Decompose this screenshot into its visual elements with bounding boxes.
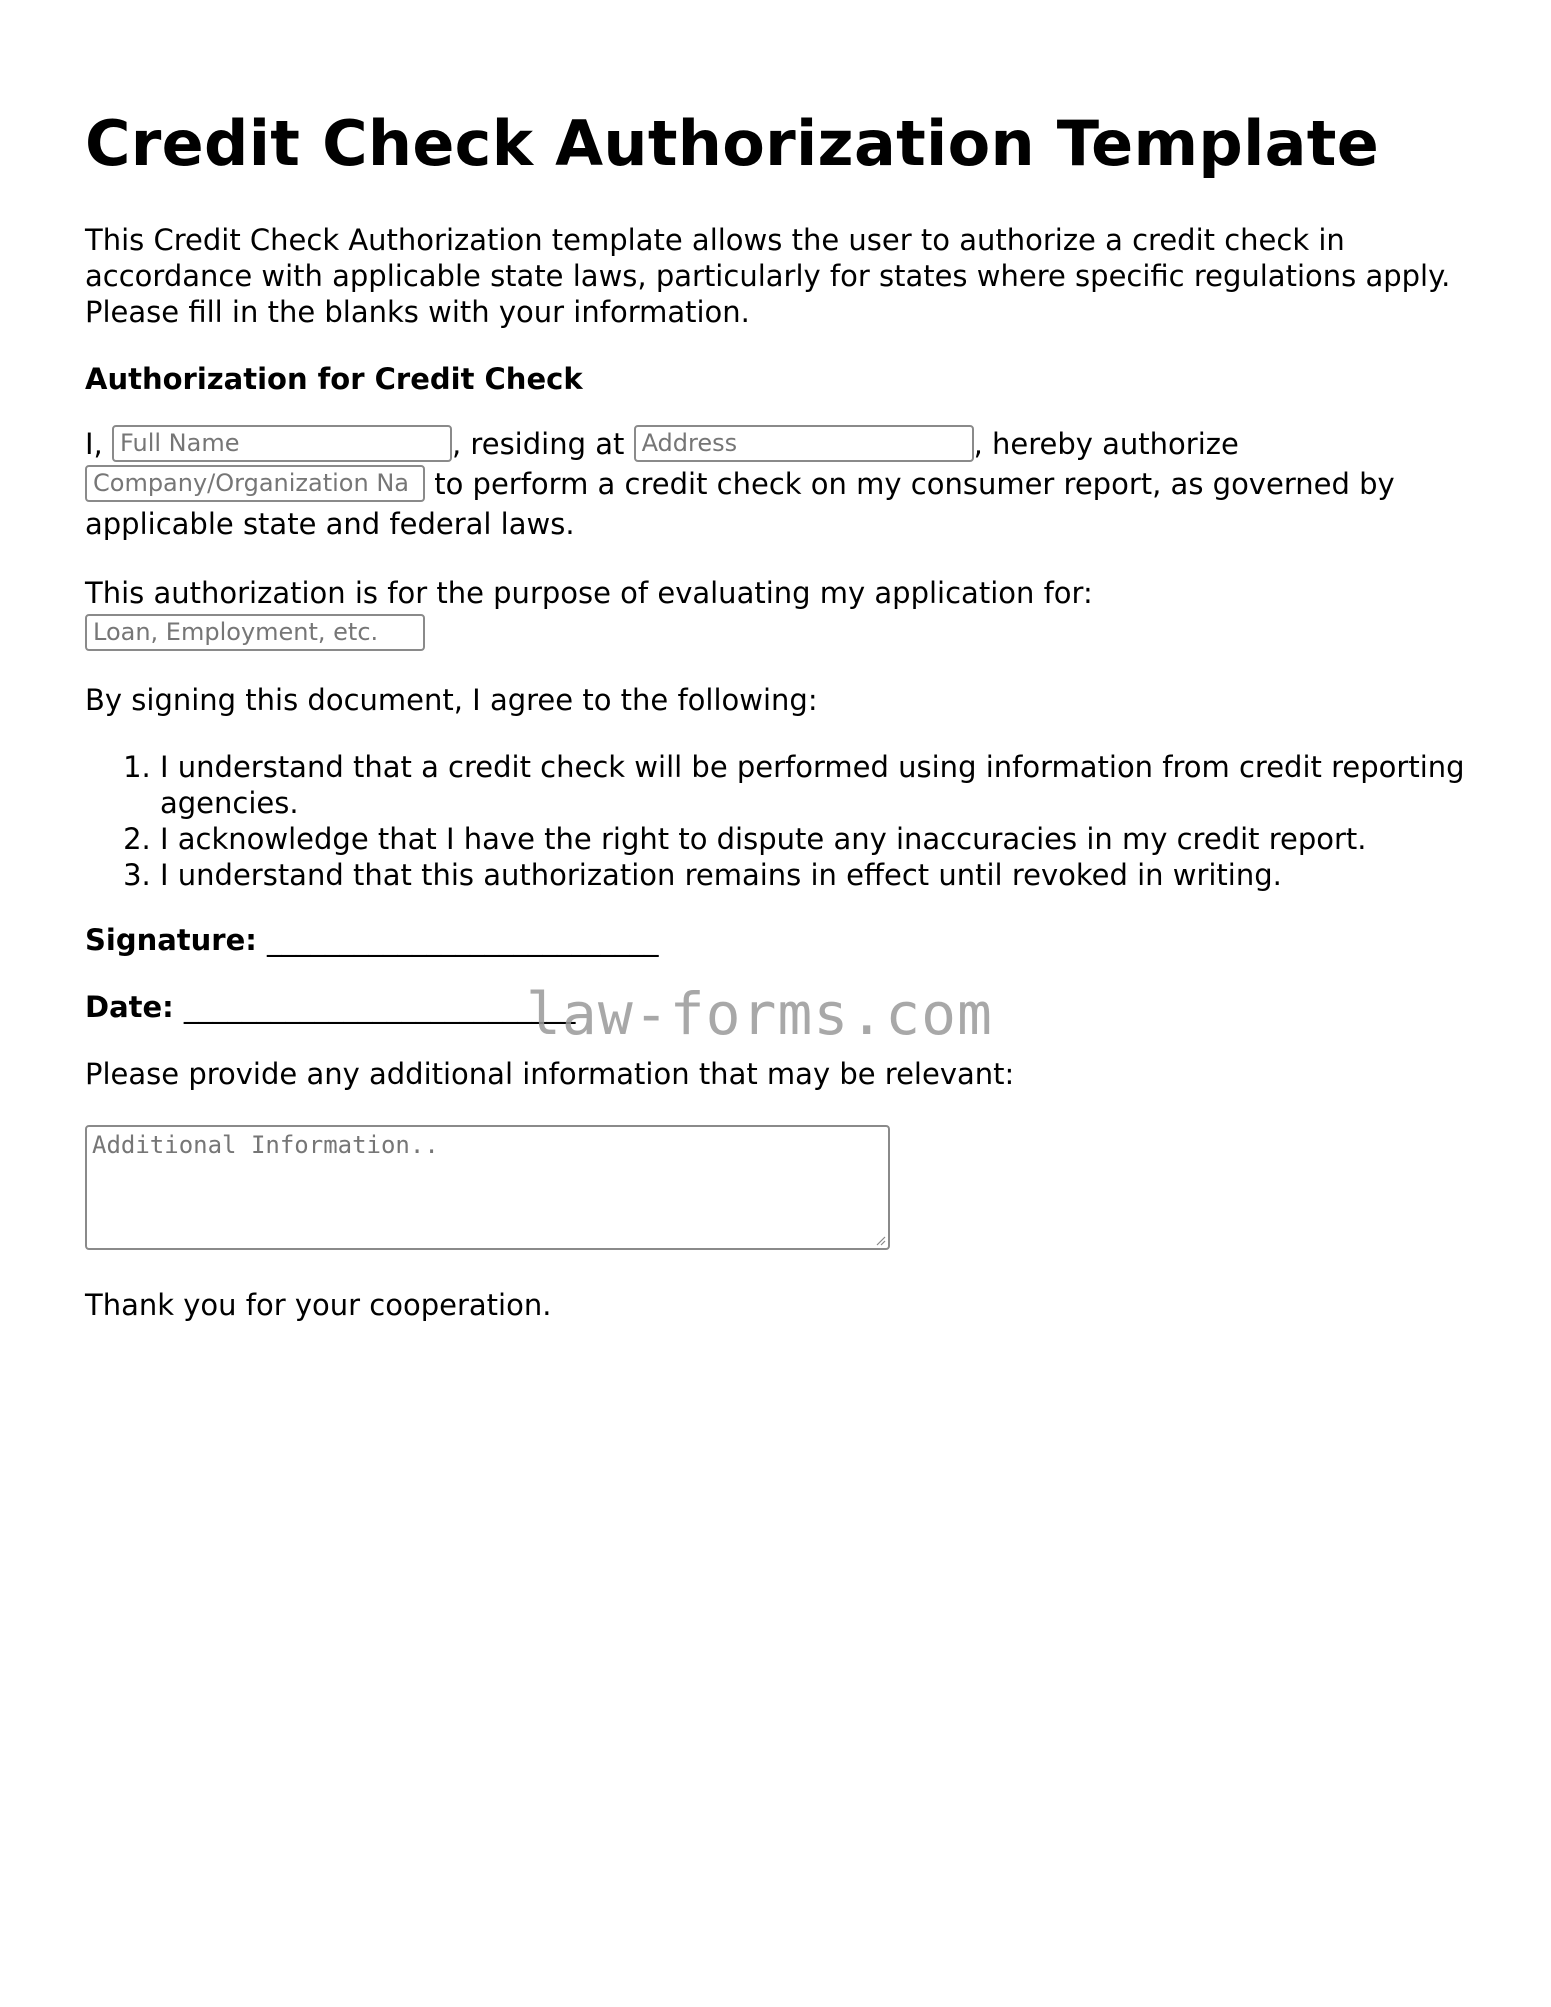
agreement-intro: By signing this document, I agree to the following: [85, 683, 818, 717]
date-label: Date: [85, 990, 174, 1024]
additional-info-prompt: Please provide any additional information that may be relevant: [85, 1057, 1015, 1091]
purpose-text: This authorization is for the purpose of evaluating my application for: [85, 576, 1093, 610]
residing-at-text: , residing at [452, 427, 625, 461]
date-line[interactable]: ___________________________ [183, 990, 576, 1024]
list-item: 2. I acknowledge that I have the right to dispute any inaccuracies in my credit report. [160, 821, 1500, 857]
signature-row [85, 922, 1475, 958]
watermark: law-forms.com [526, 980, 993, 1048]
purpose-paragraph [85, 575, 1475, 651]
authorization-heading: Authorization for Credit Check [85, 362, 583, 396]
purpose-input[interactable]: Loan, Employment, etc. [85, 614, 425, 651]
authorization-suffix: to perform a credit check on my consumer report, as governed by applicable state and federal laws. [85, 467, 1395, 541]
additional-info-placeholder: Additional Information.. [92, 1131, 439, 1159]
closing-text: Thank you for your cooperation. [85, 1288, 552, 1322]
page-title: Credit Check Authorization Template [85, 107, 1380, 180]
hereby-authorize-text: , hereby authorize [973, 427, 1239, 461]
authorization-paragraph [85, 424, 1475, 544]
full-name-input[interactable]: Full Name [112, 425, 452, 462]
resize-grip-icon[interactable] [874, 1234, 886, 1246]
list-item: 3. I understand that this authorization remains in effect until revoked in writing. [160, 857, 1500, 893]
list-item: 1. I understand that a credit check will be performed using information from credit reporting agencies. [160, 749, 1500, 821]
authorization-prefix: I, [85, 427, 103, 461]
additional-info-textarea[interactable] [85, 1125, 890, 1250]
company-input[interactable]: Company/Organization Na [85, 465, 425, 502]
signature-line[interactable]: ___________________________ [267, 923, 659, 957]
signature-label: Signature: [85, 923, 257, 957]
intro-paragraph: This Credit Check Authorization template allows the user to authorize a credit check in accordance with applicable state laws, particularly for states where specific regulations apply. Please fill in the blanks with your information. [85, 223, 1451, 329]
agreement-list [85, 749, 1500, 893]
address-input[interactable]: Address [634, 425, 974, 462]
